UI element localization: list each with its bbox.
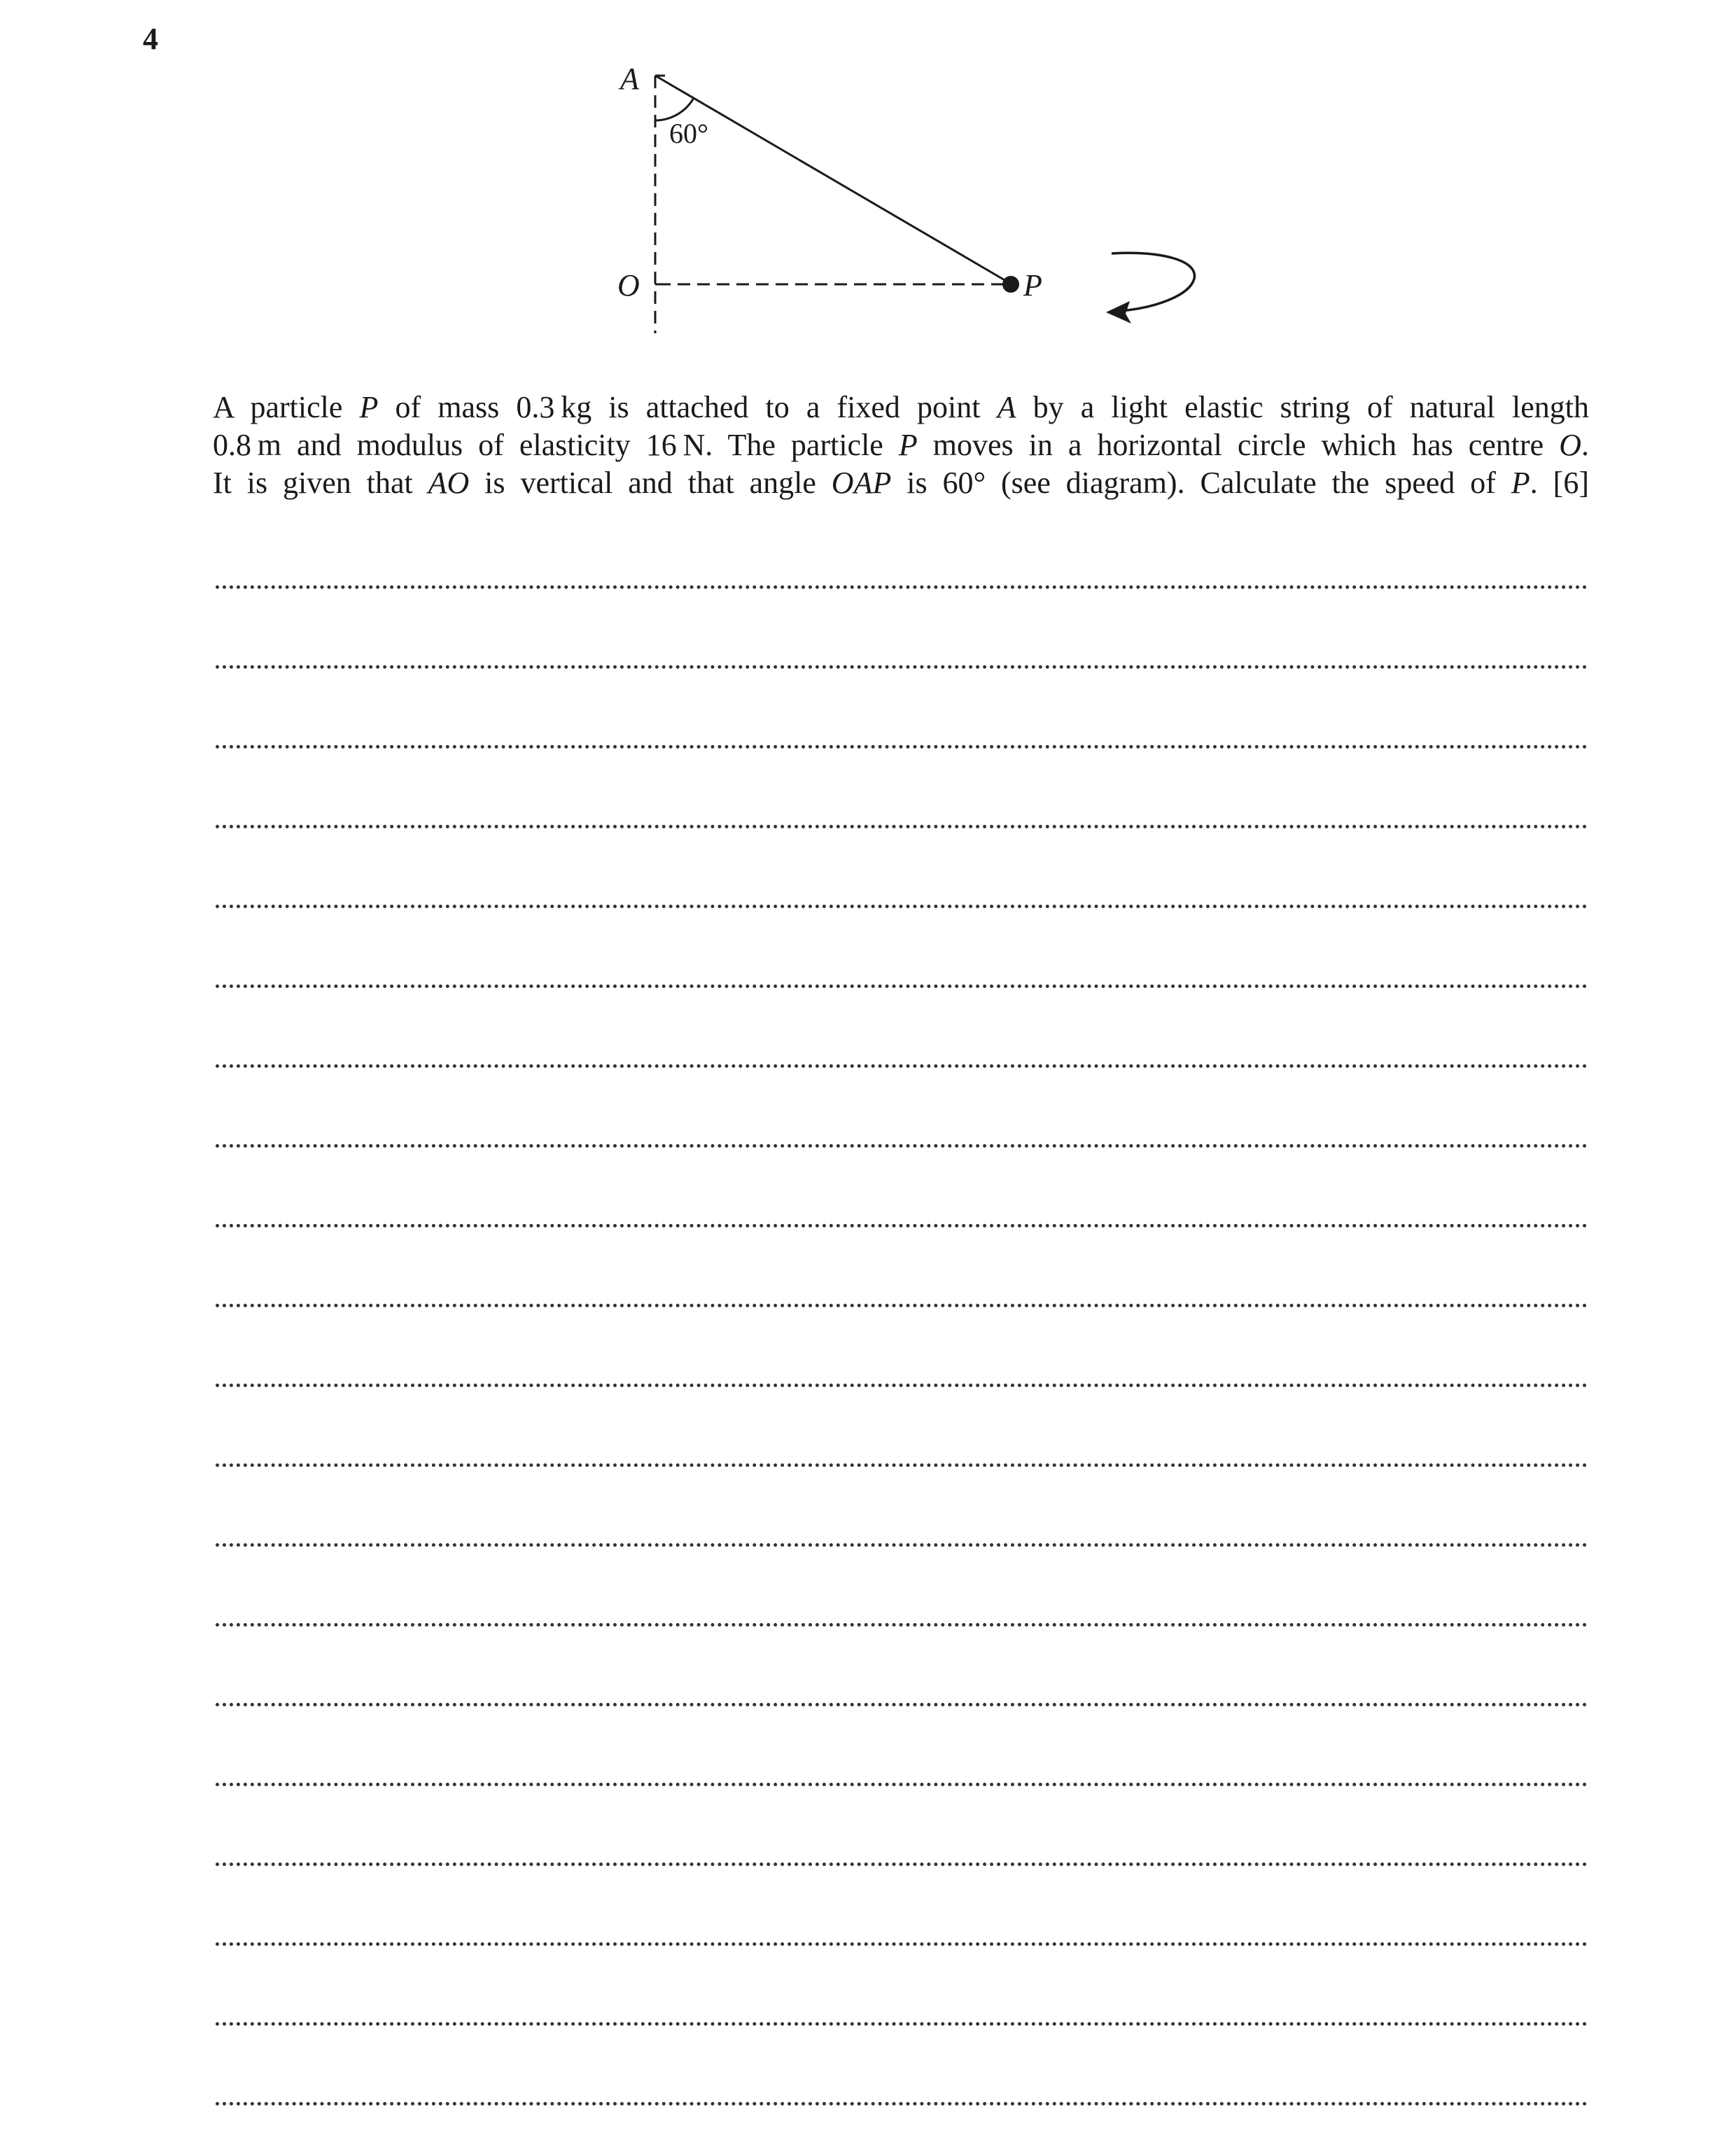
question-line-3: It is given that AO is vertical and that angle OAP is 60° (see diagram). Calculate the speed of P. [6] (213, 466, 1589, 500)
answer-line[interactable] (216, 1783, 1588, 1786)
answer-line[interactable] (216, 1304, 1588, 1307)
answer-line[interactable] (216, 1863, 1588, 1866)
answer-line[interactable] (216, 1543, 1588, 1547)
answer-line[interactable] (216, 745, 1588, 749)
marks-label: [6] (1553, 466, 1589, 500)
answer-line[interactable] (216, 2102, 1588, 2105)
answer-line[interactable] (216, 1064, 1588, 1068)
answer-line[interactable] (216, 1703, 1588, 1706)
rotation-arrowhead (1106, 301, 1131, 323)
rotation-arrow-icon (1112, 253, 1194, 311)
answer-line[interactable] (216, 1224, 1588, 1227)
label-p: P (1023, 268, 1042, 302)
answer-line[interactable] (216, 1942, 1588, 1946)
question-number: 4 (143, 22, 158, 56)
question-text (213, 389, 1589, 502)
label-a: A (620, 62, 639, 96)
angle-label: 60° (669, 118, 708, 149)
string-line (655, 76, 1009, 283)
answer-line[interactable] (216, 825, 1588, 828)
question-line-1: A particle P of mass 0.3 kg is attached to a fixed point A by a light elastic string of natural length (213, 390, 1590, 424)
answer-line[interactable] (216, 905, 1588, 908)
answer-line[interactable] (216, 1384, 1588, 1387)
answer-line[interactable] (216, 1144, 1588, 1148)
label-o: O (617, 268, 640, 302)
answer-line[interactable] (216, 1463, 1588, 1467)
answer-line[interactable] (216, 2022, 1588, 2026)
diagram (0, 0, 1736, 364)
particle-p (1002, 276, 1019, 293)
question-line-2: 0.8 m and modulus of elasticity 16 N. The particle P moves in a horizontal circle which has centre O. (213, 428, 1589, 462)
answer-line[interactable] (216, 665, 1588, 669)
answer-line[interactable] (216, 585, 1588, 589)
answer-line[interactable] (216, 984, 1588, 988)
answer-line[interactable] (216, 1623, 1588, 1627)
